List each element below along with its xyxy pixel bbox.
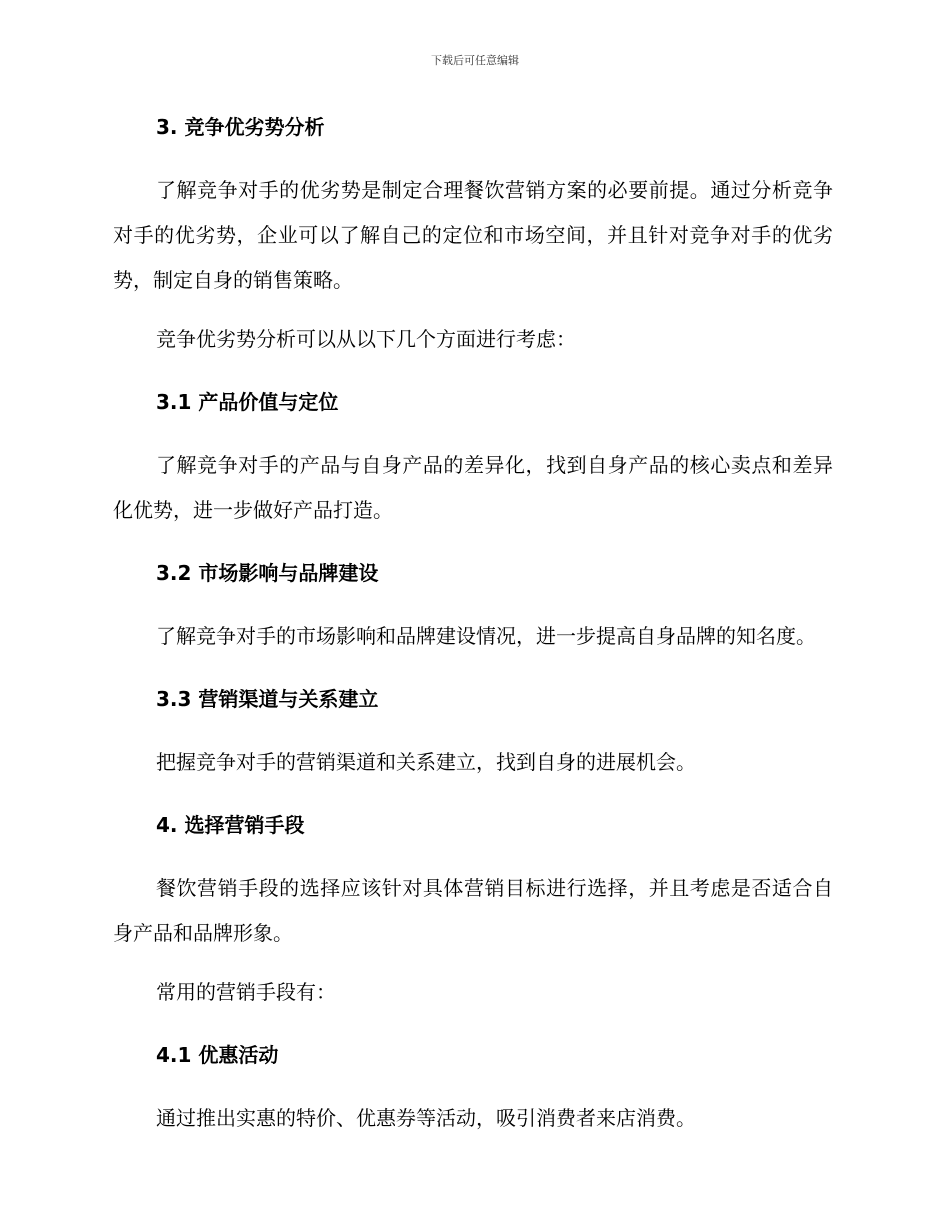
- paragraph: 了解竞争对手的优劣势是制定合理餐饮营销方案的必要前提。通过分析竞争对手的优劣势，企业可以了解自己的定位和市场空间，并且针对竞争对手的优劣势，制定自身的销售策略。: [113, 178, 833, 292]
- section-heading-4-1: 4.1 优惠活动: [156, 1043, 279, 1067]
- section-heading-3-1: 3.1 产品价值与定位: [156, 390, 339, 414]
- paragraph: 了解竞争对手的市场影响和品牌建设情况，进一步提高自身品牌的知名度。: [156, 624, 816, 648]
- page-header: 下载后可任意编辑: [431, 54, 519, 67]
- paragraph: 了解竞争对手的产品与自身产品的差异化，找到自身产品的核心卖点和差异化优势，进一步做好产品打造。: [113, 453, 833, 522]
- paragraph: 通过推出实惠的特价、优惠券等活动，吸引消费者来店消费。: [156, 1106, 696, 1130]
- document-body: [113, 111, 833, 1141]
- section-heading-3-3: 3.3 营销渠道与关系建立: [156, 687, 379, 711]
- paragraph: 把握竞争对手的营销渠道和关系建立，找到自身的进展机会。: [156, 750, 696, 774]
- paragraph: 竞争优劣势分析可以从以下几个方面进行考虑：: [156, 327, 576, 351]
- paragraph: 常用的营销手段有：: [156, 980, 336, 1004]
- section-heading-3-2: 3.2 市场影响与品牌建设: [156, 561, 379, 585]
- paragraph: 餐饮营销手段的选择应该针对具体营销目标进行选择，并且考虑是否适合自身产品和品牌形象。: [113, 876, 833, 945]
- section-heading-3: 3. 竞争优劣势分析: [156, 115, 325, 139]
- section-heading-4: 4. 选择营销手段: [156, 813, 305, 837]
